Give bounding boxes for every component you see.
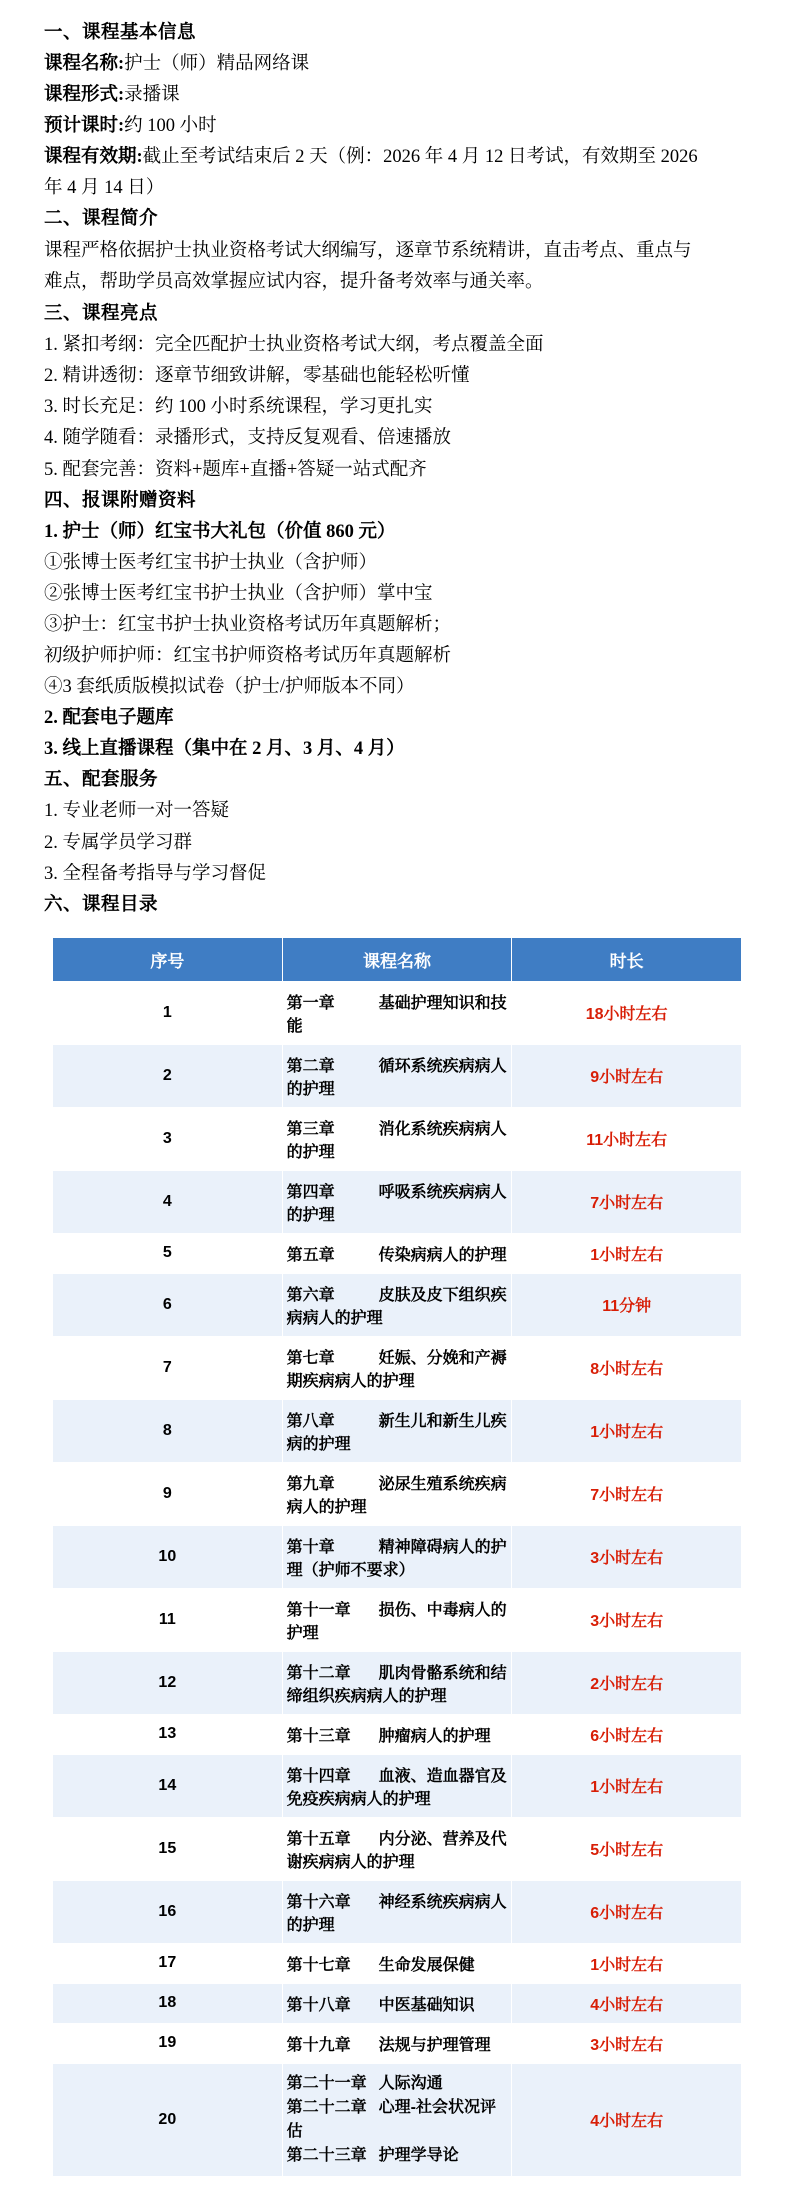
chapter-label: 第八章 bbox=[286, 1412, 335, 1430]
table-row bbox=[53, 1588, 742, 1651]
cell-name bbox=[282, 1714, 512, 1754]
table-row bbox=[53, 1170, 742, 1233]
chapter-title: 中医基础知识 bbox=[378, 1996, 475, 2014]
highlight-item: 2. 精讲透彻：逐章节细致讲解，零基础也能轻松听懂 bbox=[44, 366, 470, 387]
cell-no: 19 bbox=[53, 2023, 283, 2063]
service-item: 3. 全程备考指导与学习督促 bbox=[44, 863, 267, 884]
cell-name bbox=[282, 1817, 512, 1880]
cell-no: 15 bbox=[53, 1817, 283, 1880]
chapter-title: 生命发展保健 bbox=[378, 1956, 475, 1974]
chapter-line-2 bbox=[287, 2096, 508, 2144]
bonus-sub-item-3b: 初级护师护师：红宝书护师资格考试历年真题解析 bbox=[44, 646, 452, 667]
cell-name bbox=[282, 1943, 512, 1983]
course-validity-value: 截止至考试结束后 2 天（例：2026 年 4 月 12 日考试，有效期至 2026 bbox=[142, 147, 698, 168]
section-heading-catalog: 六、课程目录 bbox=[44, 894, 159, 915]
cell-no: 2 bbox=[53, 1044, 283, 1107]
course-hours-value: 约 100 小时 bbox=[124, 116, 217, 137]
course-validity-row-2: 年 4 月 14 日） bbox=[44, 178, 165, 199]
cell-name bbox=[282, 1462, 512, 1525]
section-heading-intro: 二、课程简介 bbox=[44, 209, 159, 230]
cell-no: 1 bbox=[53, 981, 283, 1044]
table-row bbox=[53, 2063, 742, 2176]
table-row bbox=[53, 1399, 742, 1462]
catalog-table bbox=[52, 937, 742, 2177]
cell-duration: 4小时左右 bbox=[512, 2063, 742, 2176]
chapter-label: 第十二章 bbox=[286, 1664, 351, 1682]
cell-name bbox=[282, 1754, 512, 1817]
cell-no: 6 bbox=[53, 1273, 283, 1336]
chapter-label: 第六章 bbox=[286, 1286, 335, 1304]
cell-duration: 8小时左右 bbox=[512, 1336, 742, 1399]
cell-duration: 4小时左右 bbox=[512, 1983, 742, 2023]
chapter-title: 护理学导论 bbox=[378, 2146, 459, 2164]
cell-name bbox=[282, 1651, 512, 1714]
service-item: 2. 专属学员学习群 bbox=[44, 832, 193, 853]
intro-paragraph-line2: 难点，帮助学员高效掌握应试内容，提升备考效率与通关率。 bbox=[44, 272, 544, 293]
chapter-title: 循环系统疾病病人的护理 bbox=[286, 1057, 507, 1098]
table-row bbox=[53, 1336, 742, 1399]
cell-duration: 11分钟 bbox=[512, 1273, 742, 1336]
table-row bbox=[53, 1880, 742, 1943]
bonus-sub-item-2: ②张博士医考红宝书护士执业（含护师）掌中宝 bbox=[44, 583, 433, 604]
bonus-sub-item-4: ④3 套纸质版模拟试卷（护士/护师版本不同） bbox=[44, 677, 415, 698]
chapter-title: 法规与护理管理 bbox=[378, 2036, 491, 2054]
chapter-label: 第十七章 bbox=[286, 1956, 351, 1974]
cell-duration: 1小时左右 bbox=[512, 1233, 742, 1273]
cell-duration: 7小时左右 bbox=[512, 1170, 742, 1233]
chapter-title: 泌尿生殖系统疾病病人的护理 bbox=[286, 1475, 507, 1516]
table-row bbox=[53, 1651, 742, 1714]
cell-duration: 7小时左右 bbox=[512, 1462, 742, 1525]
cell-duration: 18小时左右 bbox=[512, 981, 742, 1044]
course-name-row bbox=[44, 49, 754, 80]
header-cell-name: 课程名称 bbox=[282, 937, 512, 981]
table-row bbox=[53, 1273, 742, 1336]
cell-duration: 6小时左右 bbox=[512, 1880, 742, 1943]
section-heading-bonus-materials: 四、报课附赠资料 bbox=[44, 490, 197, 511]
chapter-title: 基础护理知识和技能 bbox=[286, 994, 507, 1035]
chapter-label: 第十五章 bbox=[286, 1830, 351, 1848]
cell-no: 20 bbox=[53, 2063, 283, 2176]
cell-name bbox=[282, 1044, 512, 1107]
chapter-label: 第十一章 bbox=[286, 1601, 351, 1619]
table-row bbox=[53, 1817, 742, 1880]
cell-no: 9 bbox=[53, 1462, 283, 1525]
header-cell-duration: 时长 bbox=[512, 937, 742, 981]
chapter-title: 肌肉骨骼系统和结缔组织疾病病人的护理 bbox=[286, 1664, 507, 1705]
chapter-label: 第五章 bbox=[286, 1246, 335, 1264]
chapter-title: 内分泌、营养及代谢疾病病人的护理 bbox=[286, 1830, 507, 1871]
table-row bbox=[53, 1525, 742, 1588]
bonus-item-1: 1. 护士（师）红宝书大礼包（价值 860 元） bbox=[44, 521, 396, 542]
chapter-label: 第十四章 bbox=[286, 1767, 351, 1785]
chapter-title: 妊娠、分娩和产褥期疾病病人的护理 bbox=[286, 1349, 507, 1390]
bonus-item-2: 2. 配套电子题库 bbox=[44, 708, 174, 729]
cell-name bbox=[282, 2063, 512, 2176]
cell-name bbox=[282, 1273, 512, 1336]
catalog-table-header-row bbox=[53, 937, 742, 981]
cell-name bbox=[282, 1880, 512, 1943]
chapter-line-1 bbox=[287, 2072, 508, 2096]
course-name-value: 护士（师）精品网络课 bbox=[124, 54, 310, 75]
cell-name bbox=[282, 1588, 512, 1651]
table-row bbox=[53, 1044, 742, 1107]
course-validity-row bbox=[44, 142, 754, 173]
table-row bbox=[53, 2023, 742, 2063]
cell-duration: 3小时左右 bbox=[512, 2023, 742, 2063]
highlight-item: 3. 时长充足：约 100 小时系统课程，学习更扎实 bbox=[44, 397, 433, 418]
cell-duration: 6小时左右 bbox=[512, 1714, 742, 1754]
cell-name bbox=[282, 2023, 512, 2063]
cell-no: 18 bbox=[53, 1983, 283, 2023]
chapter-label: 第四章 bbox=[286, 1183, 335, 1201]
cell-no: 3 bbox=[53, 1107, 283, 1170]
service-item: 1. 专业老师一对一答疑 bbox=[44, 801, 230, 822]
cell-no: 7 bbox=[53, 1336, 283, 1399]
chapter-title: 传染病病人的护理 bbox=[378, 1246, 507, 1264]
header-cell-no: 序号 bbox=[53, 937, 283, 981]
bonus-sub-item-3: ③护士：红宝书护士执业资格考试历年真题解析； bbox=[44, 614, 452, 635]
bonus-item-3: 3. 线上直播课程（集中在 2 月、3 月、4 月） bbox=[44, 739, 405, 760]
chapter-label: 第十章 bbox=[286, 1538, 335, 1556]
cell-name bbox=[282, 1336, 512, 1399]
cell-duration: 3小时左右 bbox=[512, 1588, 742, 1651]
chapter-label: 第二十一章 bbox=[286, 2074, 367, 2092]
cell-name bbox=[282, 1525, 512, 1588]
catalog-table-wrapper bbox=[44, 937, 754, 2177]
highlight-item: 5. 配套完善：资料+题库+直播+答疑一站式配齐 bbox=[44, 459, 427, 480]
chapter-label: 第十六章 bbox=[286, 1893, 351, 1911]
chapter-title: 肿瘤病人的护理 bbox=[378, 1727, 491, 1745]
chapter-label: 第七章 bbox=[286, 1349, 335, 1367]
cell-name bbox=[282, 1983, 512, 2023]
course-hours-label: 预计课时: bbox=[44, 116, 125, 137]
cell-name bbox=[282, 1107, 512, 1170]
table-row bbox=[53, 1714, 742, 1754]
chapter-title: 人际沟通 bbox=[378, 2074, 443, 2092]
cell-duration: 9小时左右 bbox=[512, 1044, 742, 1107]
cell-no: 10 bbox=[53, 1525, 283, 1588]
section-heading-highlights: 三、课程亮点 bbox=[44, 304, 159, 325]
table-row bbox=[53, 1462, 742, 1525]
chapter-title: 心理-社会状况评估 bbox=[286, 2098, 496, 2140]
chapter-label: 第十三章 bbox=[286, 1727, 351, 1745]
chapter-label: 第十九章 bbox=[286, 2036, 351, 2054]
cell-no: 16 bbox=[53, 1880, 283, 1943]
cell-no: 12 bbox=[53, 1651, 283, 1714]
course-hours-row bbox=[44, 111, 754, 142]
chapter-title: 血液、造血器官及免疫疾病病人的护理 bbox=[286, 1767, 507, 1808]
intro-paragraph-line1: 课程严格依据护士执业资格考试大纲编写，逐章节系统精讲，直击考点、重点与 bbox=[44, 240, 692, 261]
cell-no: 5 bbox=[53, 1233, 283, 1273]
section-heading-basic-info: 一、课程基本信息 bbox=[44, 23, 197, 43]
cell-no: 8 bbox=[53, 1399, 283, 1462]
cell-name bbox=[282, 1233, 512, 1273]
cell-duration: 3小时左右 bbox=[512, 1525, 742, 1588]
cell-no: 4 bbox=[53, 1170, 283, 1233]
chapter-title: 精神障碍病人的护理（护师不要求） bbox=[286, 1538, 507, 1579]
chapter-title: 损伤、中毒病人的护理 bbox=[286, 1601, 507, 1642]
course-name-label: 课程名称: bbox=[44, 54, 125, 75]
cell-duration: 5小时左右 bbox=[512, 1817, 742, 1880]
cell-name bbox=[282, 1399, 512, 1462]
table-row bbox=[53, 1983, 742, 2023]
course-form-row bbox=[44, 80, 754, 111]
highlight-item: 4. 随学随看：录播形式，支持反复观看、倍速播放 bbox=[44, 428, 452, 449]
cell-duration: 1小时左右 bbox=[512, 1943, 742, 1983]
table-row bbox=[53, 981, 742, 1044]
chapter-label: 第二十三章 bbox=[286, 2146, 367, 2164]
chapter-label: 第二十二章 bbox=[286, 2098, 367, 2116]
chapter-title: 神经系统疾病病人的护理 bbox=[286, 1893, 507, 1934]
cell-no: 13 bbox=[53, 1714, 283, 1754]
cell-duration: 1小时左右 bbox=[512, 1399, 742, 1462]
table-row bbox=[53, 1107, 742, 1170]
cell-duration: 2小时左右 bbox=[512, 1651, 742, 1714]
chapter-label: 第二章 bbox=[286, 1057, 335, 1075]
cell-duration: 1小时左右 bbox=[512, 1754, 742, 1817]
chapter-title: 皮肤及皮下组织疾病病人的护理 bbox=[286, 1286, 507, 1327]
chapter-label: 第一章 bbox=[286, 994, 335, 1012]
cell-name bbox=[282, 981, 512, 1044]
cell-name bbox=[282, 1170, 512, 1233]
section-heading-services: 五、配套服务 bbox=[44, 770, 159, 791]
chapter-line-3 bbox=[287, 2144, 508, 2168]
chapter-title: 新生儿和新生儿疾病的护理 bbox=[286, 1412, 507, 1453]
chapter-title: 呼吸系统疾病病人的护理 bbox=[286, 1183, 507, 1224]
table-row bbox=[53, 1943, 742, 1983]
chapter-label: 第三章 bbox=[286, 1120, 335, 1138]
chapter-title: 消化系统疾病病人的护理 bbox=[286, 1120, 507, 1161]
highlight-item: 1. 紧扣考纲：完全匹配护士执业资格考试大纲，考点覆盖全面 bbox=[44, 335, 544, 356]
cell-duration: 11小时左右 bbox=[512, 1107, 742, 1170]
cell-no: 11 bbox=[53, 1588, 283, 1651]
bonus-sub-item-1: ①张博士医考红宝书护士执业（含护师） bbox=[44, 552, 378, 573]
cell-no: 17 bbox=[53, 1943, 283, 1983]
chapter-label: 第十八章 bbox=[286, 1996, 351, 2014]
table-row bbox=[53, 1233, 742, 1273]
table-row bbox=[53, 1754, 742, 1817]
chapter-label: 第九章 bbox=[286, 1475, 335, 1493]
cell-no: 14 bbox=[53, 1754, 283, 1817]
course-form-label: 课程形式: bbox=[44, 85, 125, 106]
course-validity-label: 课程有效期: bbox=[44, 147, 143, 168]
course-form-value: 录播课 bbox=[124, 85, 180, 106]
